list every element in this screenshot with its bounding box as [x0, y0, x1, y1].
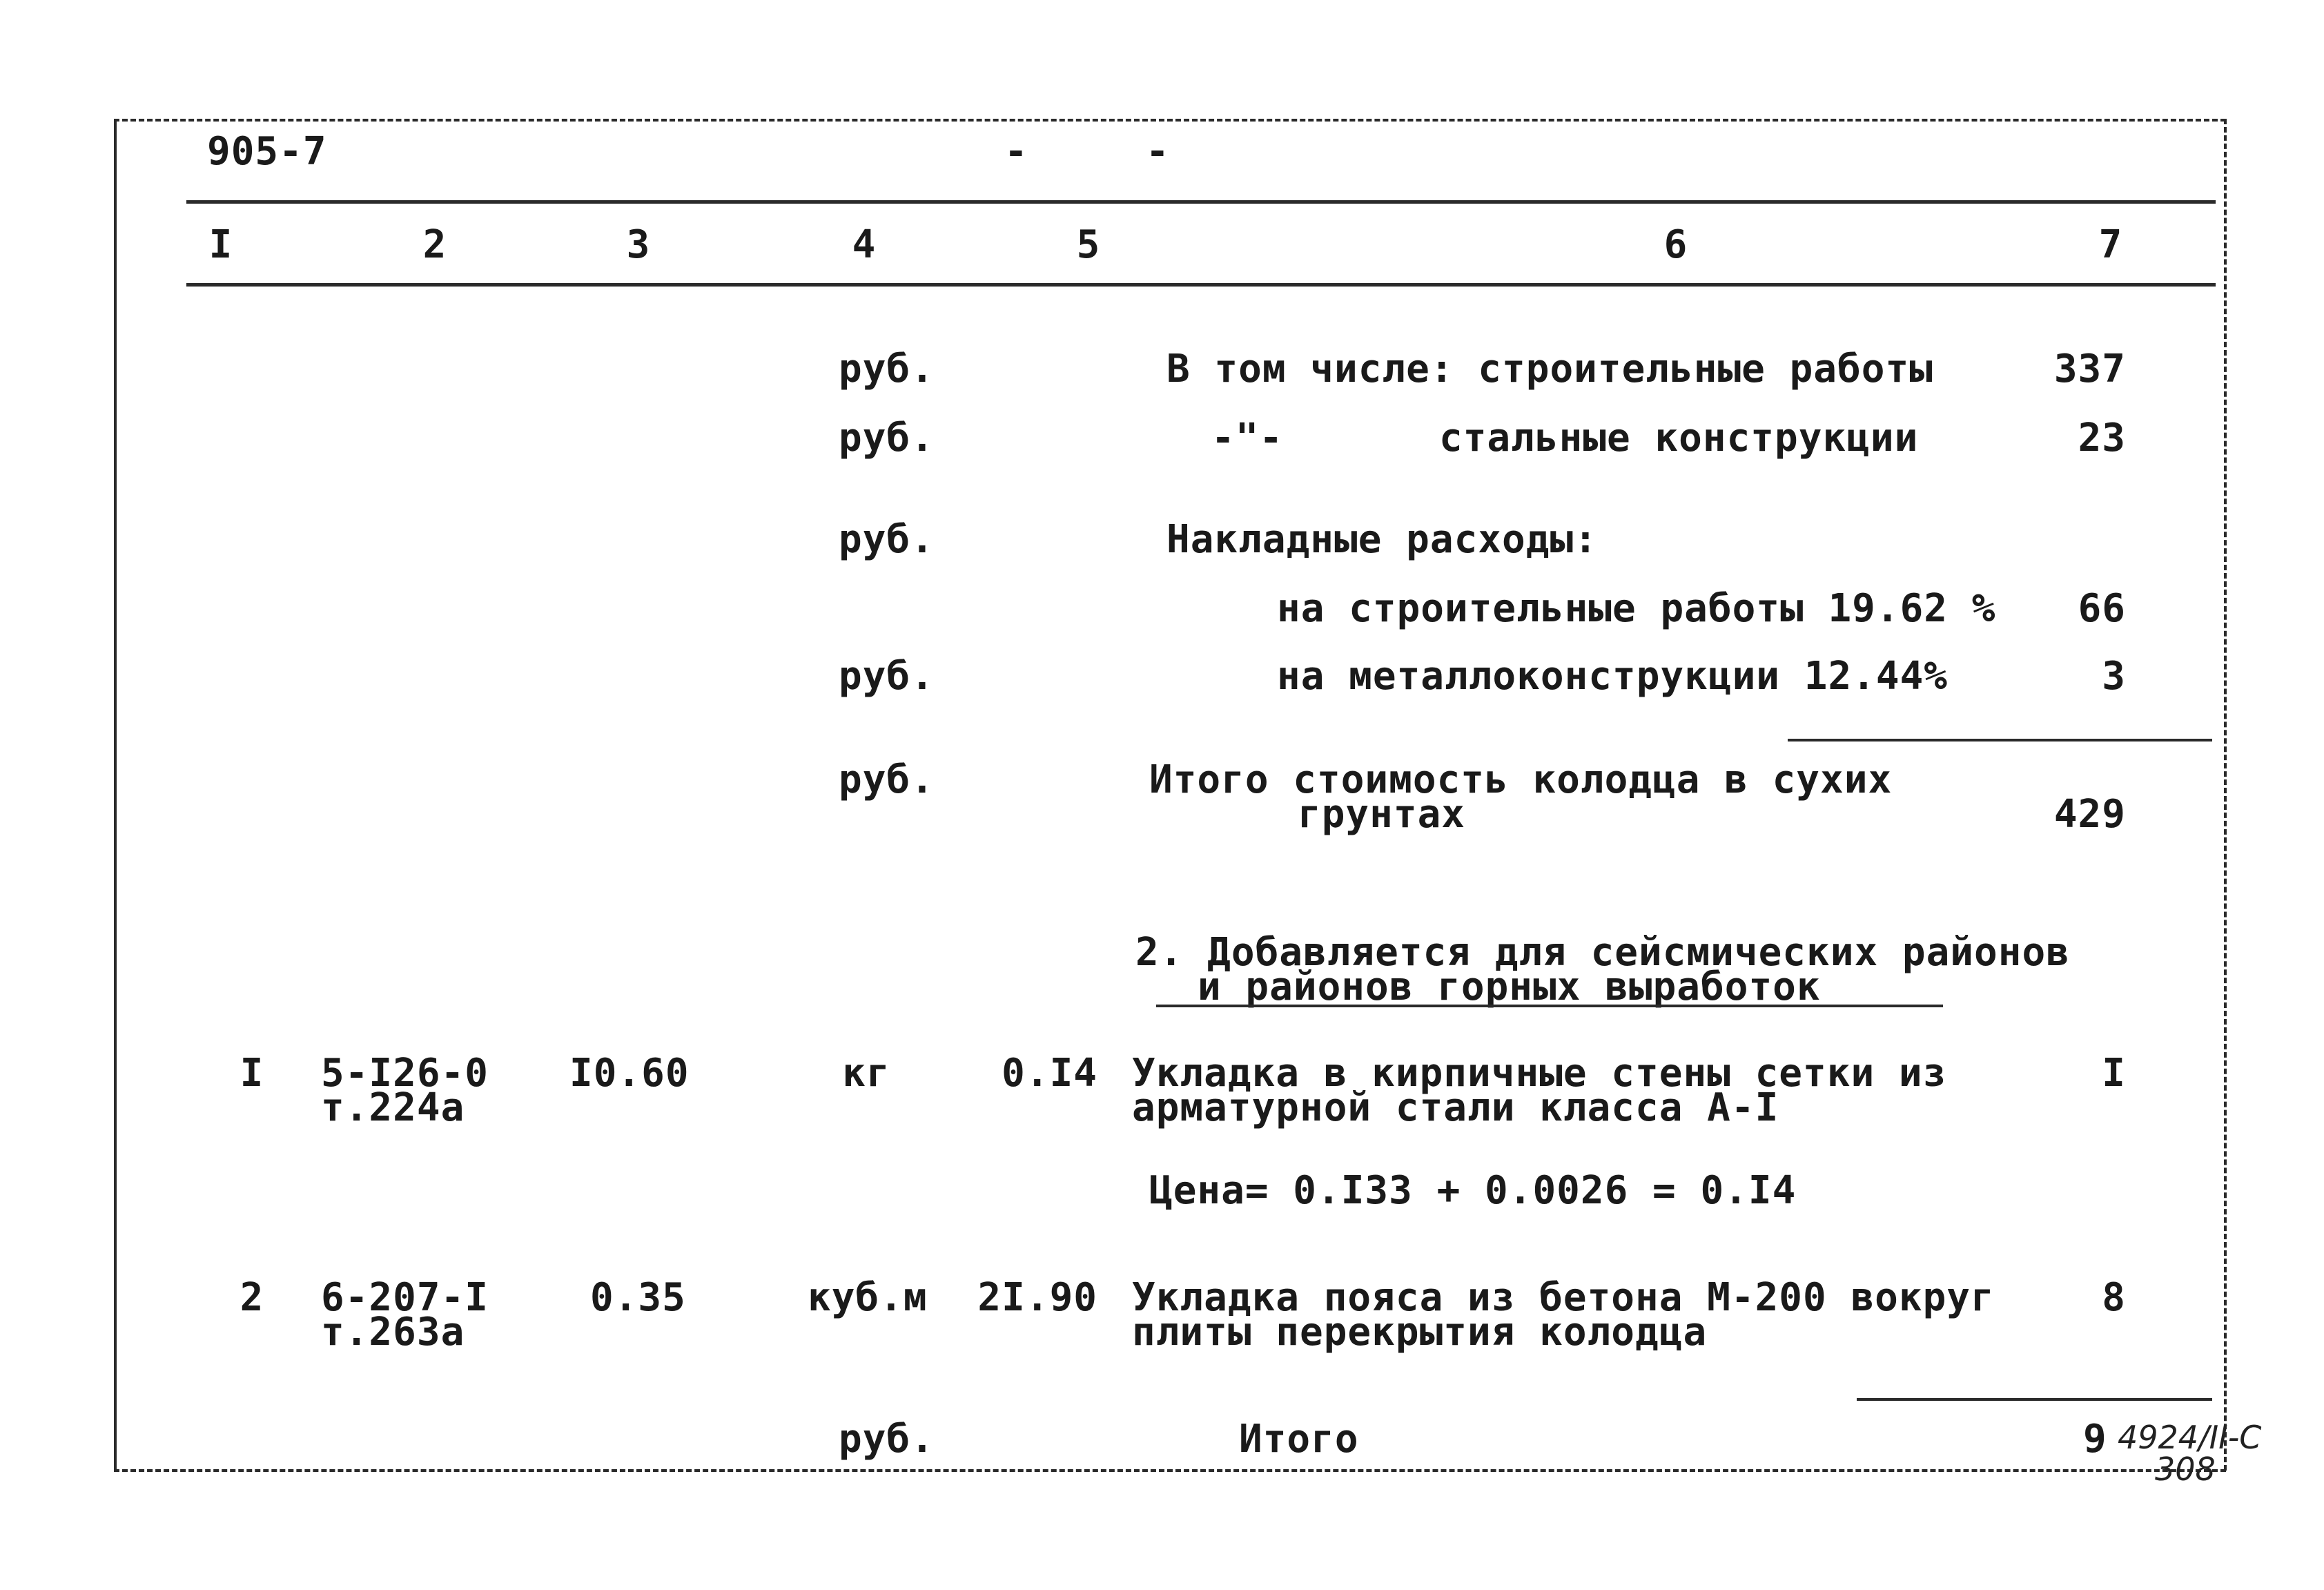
- header-dash-2: -: [1146, 129, 1170, 174]
- row-2-unit: руб.: [839, 416, 935, 460]
- header-dash-1: -: [1004, 129, 1028, 174]
- row-6-total: 429: [2053, 792, 2126, 837]
- column-header-7: 7: [2098, 222, 2123, 267]
- frame-left-border: [114, 119, 117, 1471]
- item-1-price-note: Цена= 0.I33 + 0.0026 = 0.I4: [1149, 1168, 1797, 1213]
- item-2-code-line-1: 6-207-I: [321, 1275, 489, 1320]
- column-header-6: 6: [1663, 222, 1688, 267]
- row-1-total: 337: [2053, 347, 2126, 391]
- row-5-unit: руб.: [839, 654, 935, 699]
- final-total: 9: [2083, 1417, 2107, 1462]
- item-1-price: 0.I4: [1002, 1051, 1097, 1096]
- item-1-description-line-1: Укладка в кирпичные стены сетки из: [1132, 1051, 1947, 1096]
- item-1-number: I: [240, 1051, 264, 1096]
- sheet-number-stamp-line-2: 308: [2155, 1451, 2216, 1488]
- item-2-code-line-2: т.263а: [321, 1310, 465, 1355]
- item-1-quantity: I0.60: [569, 1051, 690, 1096]
- row-3-description: Накладные расходы:: [1166, 517, 1598, 562]
- row-4-total: 66: [2078, 586, 2126, 631]
- section-heading-line-1: 2. Добавляется для сейсмических районов: [1135, 930, 2070, 975]
- frame-bottom-border: [114, 1469, 2226, 1472]
- row-1-description: В том числе: строительные работы: [1166, 347, 1933, 391]
- row-4-description: на строительные работы 19.62 %: [1277, 586, 1996, 631]
- item-1-code-line-1: 5-I26-0: [321, 1051, 489, 1096]
- frame-right-border: [2224, 119, 2227, 1471]
- header-rule-bottom: [186, 283, 2216, 287]
- item-1-unit: кг: [842, 1051, 890, 1096]
- item-2-total: 8: [2102, 1275, 2126, 1320]
- section-heading-underline: [1156, 1005, 1943, 1007]
- item-2-number: 2: [240, 1275, 264, 1320]
- sheet-number-stamp-line-1: 4924/II-С: [2118, 1419, 2262, 1456]
- item-2-unit: куб.м: [808, 1275, 928, 1320]
- section-heading-line-2: и районов горных выработок: [1198, 964, 1821, 1009]
- column-header-3: 3: [626, 222, 651, 267]
- row-2-total: 23: [2078, 416, 2126, 460]
- item-2-price: 2I.90: [977, 1275, 1097, 1320]
- column-header-2: 2: [422, 222, 447, 267]
- row-5-description: на металлоконструкции 12.44%: [1277, 654, 1949, 699]
- item-1-description-line-2: арматурной стали класса А-I: [1132, 1085, 1779, 1130]
- row-6-description-line-2: грунтах: [1298, 792, 1466, 837]
- column-header-1: I: [208, 222, 233, 267]
- final-total-rule: [1857, 1398, 2212, 1401]
- column-header-4: 4: [852, 222, 877, 267]
- row-2-description: стальные конструкции: [1439, 416, 1919, 460]
- row-6-description-line-1: Итого стоимость колодца в сухих: [1149, 757, 1893, 802]
- frame-top-border: [114, 119, 2226, 122]
- row-6-unit: руб.: [839, 757, 935, 802]
- row-2-ditto-mark: -"-: [1211, 416, 1284, 460]
- item-2-quantity: 0.35: [590, 1275, 686, 1320]
- item-1-total: I: [2102, 1051, 2126, 1096]
- row-1-unit: руб.: [839, 347, 935, 391]
- subtotal-rule: [1788, 739, 2212, 741]
- item-2-description-line-2: плиты перекрытия колодца: [1132, 1310, 1708, 1355]
- final-unit: руб.: [839, 1417, 935, 1462]
- column-header-5: 5: [1076, 222, 1101, 267]
- row-5-total: 3: [2102, 654, 2126, 699]
- item-1-code-line-2: т.224а: [321, 1085, 465, 1130]
- document-code: 905-7: [207, 129, 327, 174]
- item-2-description-line-1: Укладка пояса из бетона М-200 вокруг: [1132, 1275, 1995, 1320]
- row-3-unit: руб.: [839, 517, 935, 562]
- header-rule-top: [186, 200, 2216, 204]
- final-label: Итого: [1239, 1417, 1359, 1462]
